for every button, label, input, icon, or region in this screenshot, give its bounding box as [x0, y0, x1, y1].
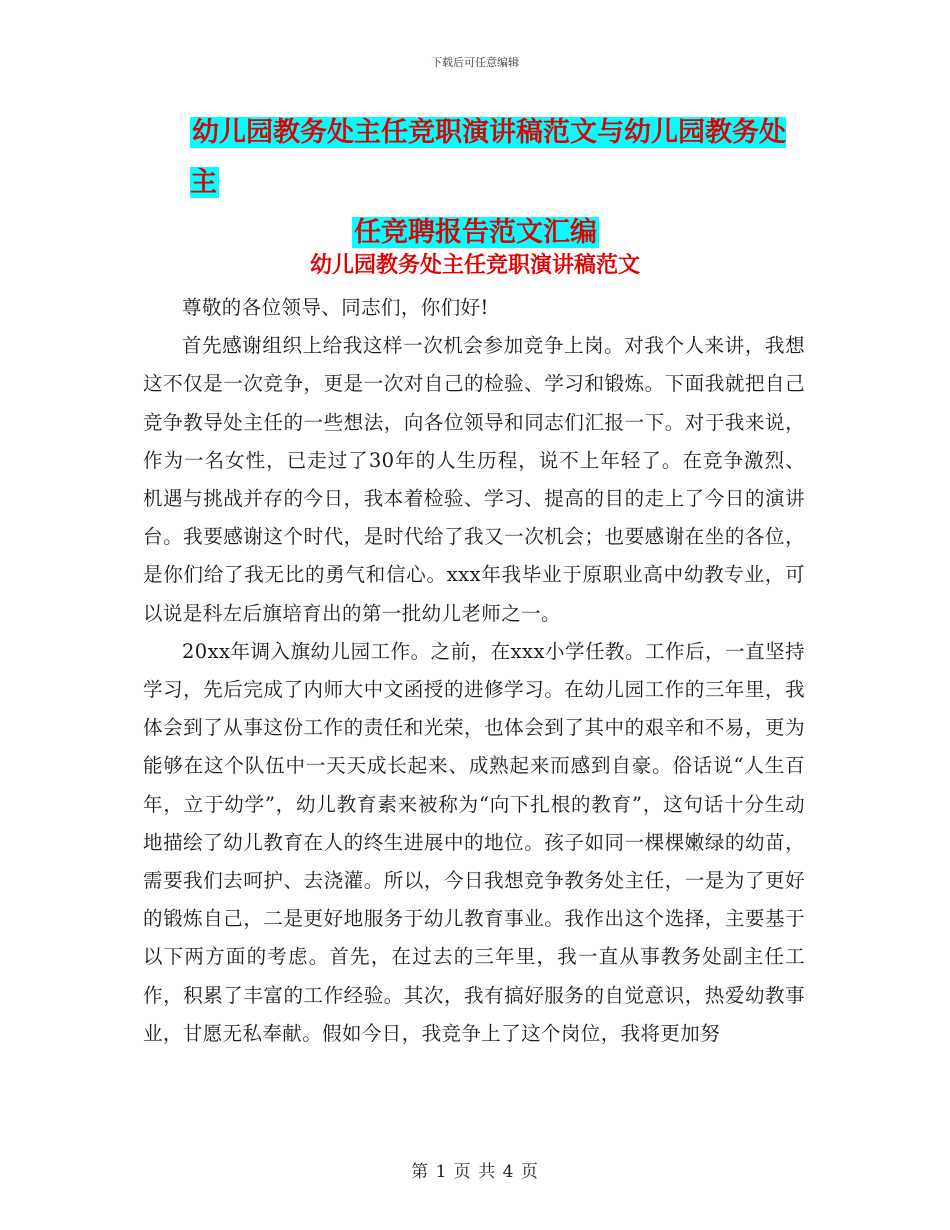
title-line-2: 任竞聘报告范文汇编 — [354, 217, 597, 248]
title-line-1: 幼儿园教务处主任竞职演讲稿范文与幼儿园教务处主 — [190, 117, 786, 198]
paragraph-1: 首先感谢组织上给我这样一次机会参加竞争上岗。对我个人来讲，我想这不仅是一次竞争，更是一次对自己的检验、学习和锻炼。下面我就把自己竞争教导处主任的一些想法，向各位领导和同志们汇报一下。对于我来说，作为一名女性，已走过了30年的人生历程，说不上年轻了。在竞争激烈、机遇与挑战并存的今日，我本着检验、学习、提高的目的走上了今日的演讲台。我要感谢这个时代，是时代给了我又一次机会；也要感谢在坐的各位，是你们给了我无比的勇气和信心。xxx年我毕业于原职业高中幼教专业，可以说是科左后旗培育出的第一批幼儿老师之一。 — [143, 334, 805, 625]
section-title: 幼儿园教务处主任竞职演讲稿范文 — [309, 252, 640, 278]
document-title — [190, 108, 810, 258]
document-body — [143, 289, 805, 1053]
page-header-note: 下载后可任意编辑 — [431, 56, 519, 69]
page-number-footer: 第 1 页 共 4 页 — [411, 1162, 539, 1182]
paragraph-2: 20xx年调入旗幼儿园工作。之前，在xxx小学任教。工作后，一直坚持学习，先后完成了内师大中文函授的进修学习。在幼儿园工作的三年里，我体会到了从事这份工作的责任和光荣，也体会到了其中的艰辛和不易，更为能够在这个队伍中一天天成长起来、成熟起来而感到自豪。俗话说“人生百年，立于幼学”，幼儿教育素来被称为“向下扎根的教育”，这句话十分生动地描绘了幼儿教育在人的终生进展中的地位。孩子如同一棵棵嫩绿的幼苗，需要我们去呵护、去浇灌。所以，今日我想竞争教务处主任，一是为了更好的锻炼自己，二是更好地服务于幼儿教育事业。我作出这个选择，主要基于以下两方面的考虑。首先，在过去的三年里，我一直从事教务处副主任工作，积累了丰富的工作经验。其次，我有搞好服务的自觉意识，热爱幼教事业，甘愿无私奉献。假如今日，我竞争上了这个岗位，我将更加努 — [143, 639, 805, 1045]
paragraph-greeting: 尊敬的各位领导、同志们，你们好! — [182, 296, 489, 319]
